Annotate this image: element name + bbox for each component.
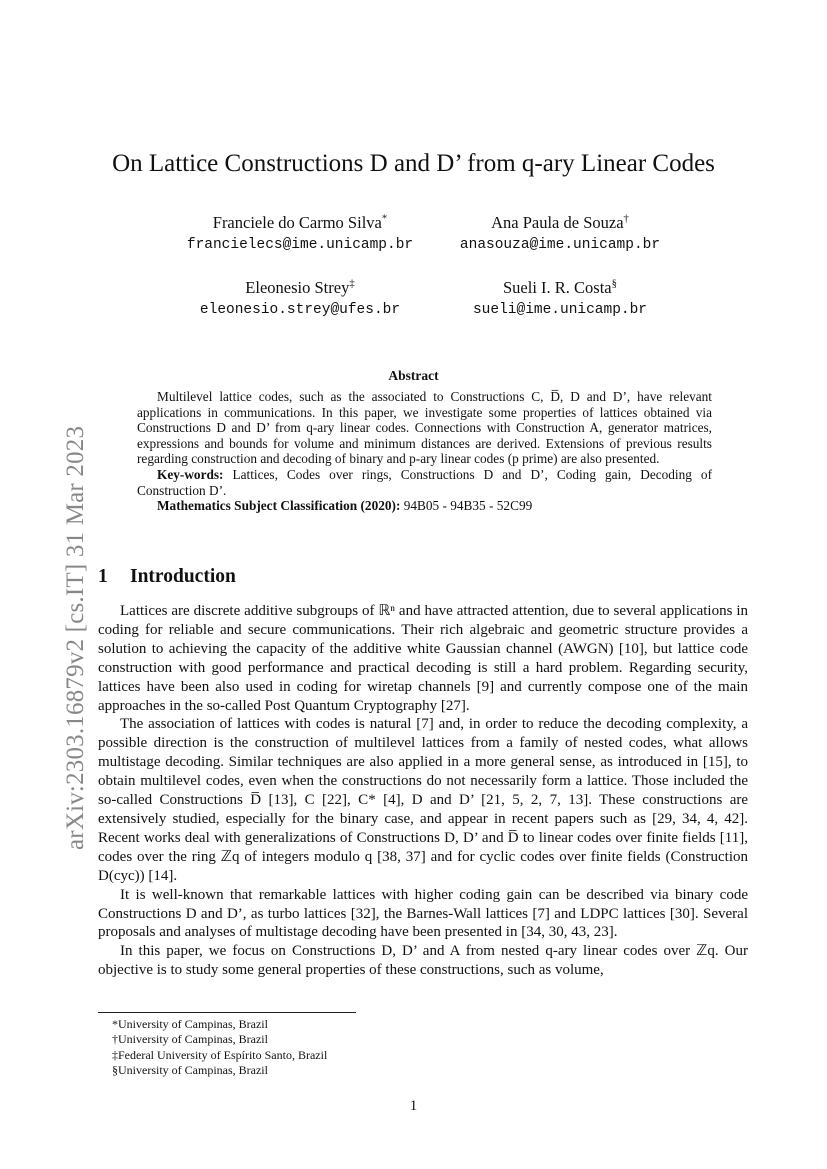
author-email[interactable]: sueli@ime.unicamp.br [472, 302, 648, 318]
page-number: 1 [409, 1098, 418, 1114]
paragraph: It is well-known that remarkable lattices with higher coding gain can be described via binary code Constructions D and D’, as turbo lattices [32], the Barnes-Wall lattices [7] and LDPC lattices [30]. Several proposals and analyses of multistage decoding have been presented in [34, 30, 43, 23]. [98, 886, 748, 941]
author-block [430, 277, 690, 321]
author-mark: ‡ [349, 277, 355, 290]
author-block [430, 212, 690, 256]
author-mark: † [623, 212, 629, 225]
footnote: *University of Campinas, Brazil [112, 1017, 268, 1031]
footnote: †University of Campinas, Brazil [112, 1032, 268, 1047]
paper-title: On Lattice Constructions D and D’ from q-ary Linear Codes [112, 150, 715, 177]
footnote-rule [98, 1012, 356, 1013]
author-block [170, 212, 430, 256]
author-block [170, 277, 430, 321]
msc-codes: 94B05 - 94B35 - 52C99 [403, 498, 533, 514]
msc-label: Mathematics Subject Classification (2020): [157, 498, 401, 514]
author-name: Franciele do Carmo Silva [212, 213, 382, 232]
msc-line [137, 498, 712, 514]
author-email[interactable]: anasouza@ime.unicamp.br [459, 237, 661, 253]
abstract-text: Multilevel lattice codes, such as the associated to Constructions C, D̅, D and D’, have relevant applications in communications. In this paper, we investigate some properties of lattices obtained via Constructions D and D’ from q-ary linear codes. Connections with Construction A, generator matrices, expressions and bounds for volume and minimum distances are derived. Extensions of previous results regarding construction and decoding of binary and p-ary linear codes (p prime) are also presented. [137, 389, 712, 467]
author-name: Sueli I. R. Costa [503, 278, 612, 297]
footnotes [112, 1017, 327, 1079]
footnote: ‡Federal University of Espírito Santo, Brazil [112, 1047, 328, 1062]
section-title: Introduction [130, 566, 236, 587]
author-mark: * [381, 212, 388, 225]
author-email[interactable]: francielecs@ime.unicamp.br [186, 237, 414, 253]
author-mark: § [611, 277, 617, 290]
author-name: Eleonesio Strey [245, 278, 350, 297]
author-name: Ana Paula de Souza [491, 213, 624, 232]
paragraph: Lattices are discrete additive subgroups of ℝⁿ and have attracted attention, due to several applications in coding for reliable and secure communications. Their rich algebraic and geometric structure provides a solution to achieving the capacity of the additive white Gaussian channel (AWGN) [10], but lattice code construction with good performance and practical decoding is still a hard problem. Regarding security, lattices have been also used in coding for wiretap channels [9] and currently compose one of the main approaches in the so-called Post Quantum Cryptography [27]. [98, 603, 748, 714]
abstract-body [137, 389, 712, 514]
paragraph: In this paper, we focus on Constructions D, D’ and A from nested q-ary linear codes over ℤq. Our objective is to study some general properties of these constructions, such as volume, [98, 943, 748, 979]
paragraph: The association of lattices with codes is natural [7] and, in order to reduce the decoding complexity, a possible direction is the construction of multilevel lattices from a family of nested codes, what allows multistage decoding. Similar techniques are also applied in a more general sense, as introduced in [15], to obtain multilevel codes, even when the constructions do not necessarily form a lattice. Those included the so-called Constructions D̅ [13], C [22], C* [4], D and D’ [21, 5, 2, 7, 13]. These constructions are extensively studied, especially for the binary case, and appear in recent papers such as [29, 34, 4, 42]. Recent works deal with generalizations of Constructions D, D’ and D̅ to linear codes over finite fields [11], codes over the ring ℤq of integers modulo q [38, 37] and for cyclic codes over finite fields (Construction D(cyc)) [14]. [98, 716, 748, 884]
keywords-line [137, 467, 712, 498]
introduction-body [98, 602, 748, 980]
section-heading [98, 566, 236, 588]
abstract-heading: Abstract [388, 368, 439, 383]
arxiv-sidebar-stamp [26, 370, 89, 850]
arxiv-identifier: arXiv:2303.16879v2 [cs.IT] 31 Mar 2023 [62, 425, 89, 850]
keywords-label: Key-words: [157, 466, 224, 482]
author-email[interactable]: eleonesio.strey@ufes.br [199, 302, 401, 318]
keywords-text: Lattices, Codes over rings, Constructions D and D’, Coding gain, Decoding of Construction D’. [137, 466, 712, 498]
section-number: 1 [98, 566, 108, 587]
footnote: §University of Campinas, Brazil [112, 1063, 268, 1078]
